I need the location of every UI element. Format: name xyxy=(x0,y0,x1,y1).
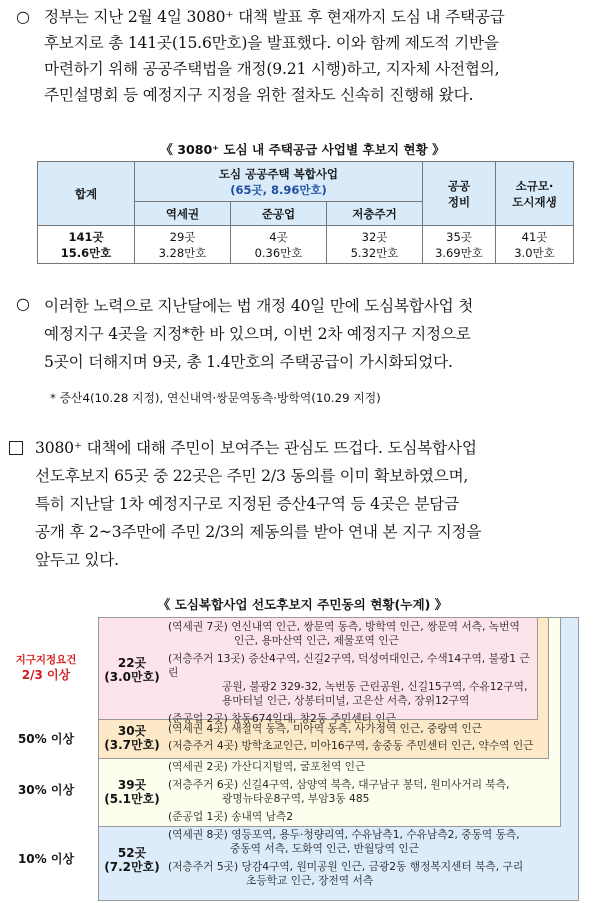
para1 xyxy=(44,4,600,108)
level3-label: 30% 이상 xyxy=(17,783,75,797)
th-small: 소규모· 도시재생 xyxy=(496,162,574,226)
level1-label-title: 지구지정요건 xyxy=(15,654,77,666)
level4-line: (저층주거 5곳) 당감4구역, 원미공원 인근, 금광2동 행정복지센터 북측, 구리 xyxy=(168,860,524,873)
cell-station: 29곳 3.28만호 xyxy=(135,226,231,264)
level4-line: 초등학교 인근, 장전역 서측 xyxy=(246,874,374,887)
circle-bullet-icon: ○ xyxy=(16,7,30,26)
cell-total: 141곳 15.6만호 xyxy=(38,226,135,264)
th-group xyxy=(135,162,423,202)
table1-caption: 《 3080⁺ 도심 내 주택공급 사업별 후보지 현황 》 xyxy=(160,142,445,157)
level1-line: 용마터널 인근, 상봉터미널, 고은산 서측, 장위12구역 xyxy=(222,694,470,707)
th-public: 공공 정비 xyxy=(423,162,496,226)
para1-line3: 마련하기 위해 공공주택법을 개정(9.21 시행)하고, 지자체 사전협의, xyxy=(44,60,500,78)
level1-line: 인근, 용마산역 인근, 제물포역 인근 xyxy=(234,634,399,647)
level2-count xyxy=(100,724,164,752)
para3-line5: 앞두고 있다. xyxy=(35,551,119,569)
th-total: 합계 xyxy=(38,162,135,226)
level3-count-units: (5.1만호) xyxy=(104,792,160,806)
level4-count xyxy=(100,846,164,874)
level4-line: 중동역 서측, 도화역 인근, 반월당역 인근 xyxy=(230,842,419,855)
th-group-sub: (65곳, 8.96만호) xyxy=(230,182,327,197)
para1-line2: 후보지로 총 141곳(15.6만호)을 발표했다. 이와 함께 제도적 기반을 xyxy=(44,34,499,52)
para2-line3: 5곳이 더해지며 9곳, 총 1.4만호의 주택공급이 가시화되었다. xyxy=(44,353,453,371)
cell-public: 35곳 3.69만호 xyxy=(423,226,496,264)
level2-count-num: 30곳 xyxy=(117,724,147,738)
th-low: 저층주거 xyxy=(327,202,423,226)
para2-note: * 증산4(10.28 지정), 연신내역·쌍문역동측·방학역(10.29 지정) xyxy=(50,391,381,405)
level4-count-num: 52곳 xyxy=(117,846,147,860)
level3-line: (준공업 1곳) 송내역 남측2 xyxy=(168,810,294,823)
level2-count-units: (3.7만호) xyxy=(104,738,160,752)
level1-count xyxy=(100,656,164,684)
level1-details xyxy=(168,620,534,726)
level3-count xyxy=(100,778,164,806)
level3-line: 광명뉴타운8구역, 부암3동 485 xyxy=(222,792,370,805)
level2-line: (역세권 4곳) 새절역 동측, 미아역 동측, 사가정역 인근, 중랑역 인근 xyxy=(168,722,483,735)
level4-line: (역세권 8곳) 영등포역, 용두·청량리역, 수유남측1, 수유남측2, 중동역 동측, xyxy=(168,828,520,841)
level1-count-units: (3.0만호) xyxy=(104,670,160,684)
para3-line3: 특히 지난달 1차 예정지구로 지정된 증산4구역 등 4곳은 분담금 xyxy=(35,495,459,513)
level3-line: (저층주거 6곳) 신길4구역, 삼양역 북측, 대구남구 봉덕, 원미사거리 북측, xyxy=(168,778,510,791)
level4-count-units: (7.2만호) xyxy=(104,860,160,874)
cell-small: 41곳 3.0만호 xyxy=(496,226,574,264)
pyramid-caption: 《 도심복합사업 선도후보지 주민동의 현황(누계) 》 xyxy=(157,597,448,612)
para3-line4: 공개 후 2~3주만에 주민 2/3의 제동의를 받아 연내 본 지구 지정을 xyxy=(35,523,482,541)
level2-details xyxy=(168,722,546,753)
level2-label: 50% 이상 xyxy=(17,732,75,746)
circle-bullet-icon: ○ xyxy=(16,294,30,313)
level1-line: (준공업 2곳) 창동674일대, 창2동 주민센터 인근 xyxy=(168,712,396,725)
th-station: 역세권 xyxy=(135,202,231,226)
para1-line4: 주민설명회 등 예정지구 지정을 위한 절차도 신속히 진행해 왔다. xyxy=(44,86,474,104)
para3-line1: 3080⁺ 대책에 대해 주민이 보여주는 관심도 뜨겁다. 도심복합사업 xyxy=(35,439,477,457)
para3-line2: 선도후보지 65곳 중 22곳은 주민 2/3 동의를 이미 확보하였으며, xyxy=(35,467,469,485)
level1-line: (저층주거 13곳) 증산4구역, 신길2구역, 덕성여대인근, 수색14구역, 불광1 근린 xyxy=(168,652,530,679)
para2-line1: 이러한 노력으로 지난달에는 법 개정 40일 만에 도심복합사업 첫 xyxy=(44,297,474,315)
para2 xyxy=(44,292,600,376)
level4-details xyxy=(168,828,574,888)
level1-line: (역세권 7곳) 연신내역 인근, 쌍문역 동측, 방학역 인근, 쌍문역 서측, 녹번역 xyxy=(168,620,520,633)
level1-count-num: 22곳 xyxy=(117,656,147,670)
level3-count-num: 39곳 xyxy=(117,778,147,792)
cell-low: 32곳 5.32만호 xyxy=(327,226,423,264)
level2-line: (저층주거 4곳) 방학초교인근, 미아16구역, 송중동 주민센터 인근, 약수역 인근 xyxy=(168,739,534,752)
level4-label: 10% 이상 xyxy=(17,852,75,866)
cell-semi: 4곳 0.36만호 xyxy=(231,226,327,264)
th-group-label: 도심 공공주택 복합사업 xyxy=(218,166,339,181)
level3-line: (역세권 2곳) 가산디지털역, 굴포천역 인근 xyxy=(168,760,366,773)
th-semi: 준공업 xyxy=(231,202,327,226)
level1-label xyxy=(0,653,92,683)
level1-line: 공원, 불광2 329-32, 녹번동 근린공원, 신길15구역, 수유12구역, xyxy=(222,680,528,693)
level3-details xyxy=(168,760,556,824)
level1-label-value: 2/3 이상 xyxy=(21,668,71,682)
para3 xyxy=(35,434,601,574)
square-bullet-icon xyxy=(9,441,23,455)
para2-line2: 예정지구 4곳을 지정*한 바 있으며, 이번 2차 예정지구 지정으로 xyxy=(44,325,471,343)
supply-candidate-table xyxy=(37,161,574,264)
para1-line1: 정부는 지난 2월 4일 3080⁺ 대책 발표 후 현재까지 도심 내 주택공급 xyxy=(44,8,505,26)
